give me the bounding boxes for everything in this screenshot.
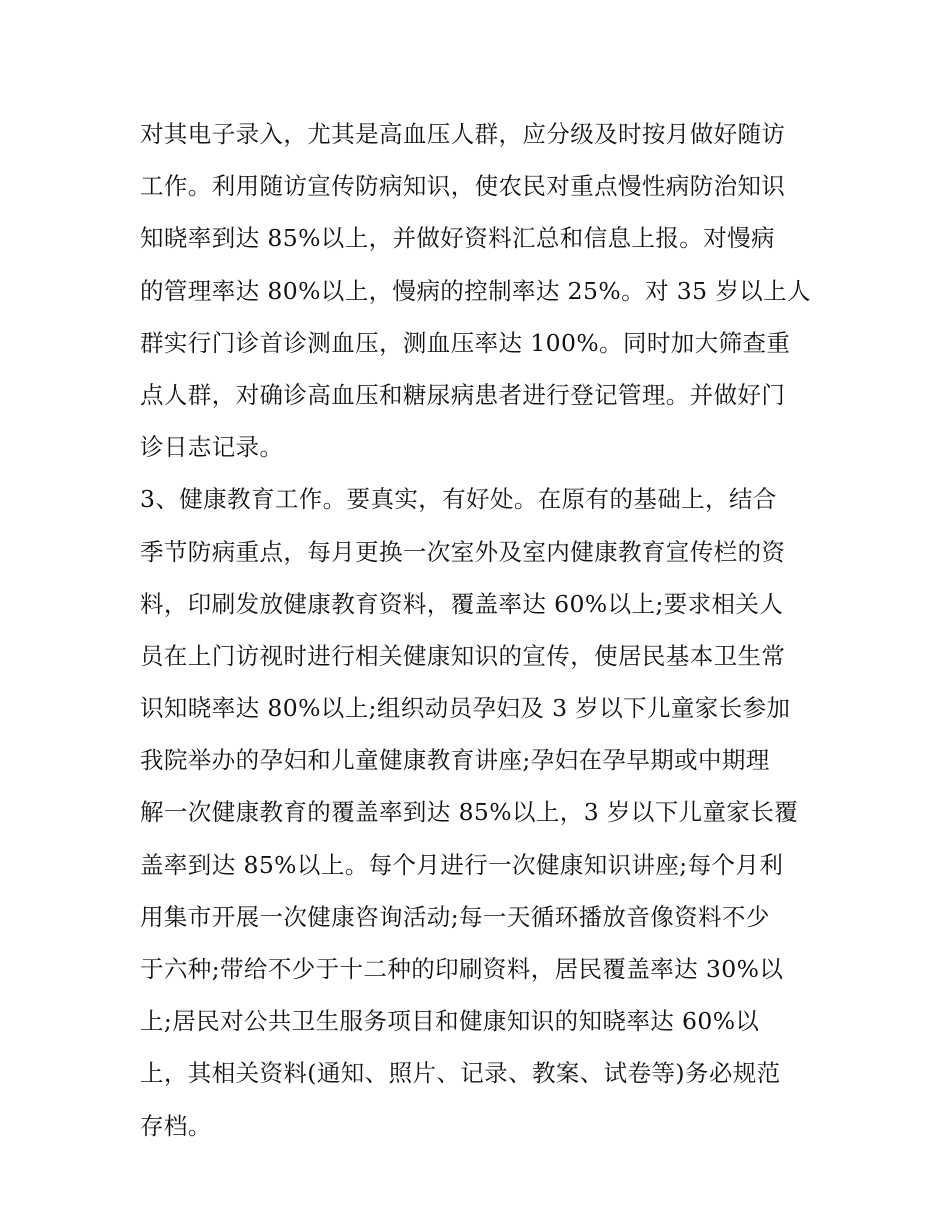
text-line: 员在上门访视时进行相关健康知识的宣传，使居民基本卫生常 [140, 641, 786, 670]
text-line: 点人群，对确诊高血压和糖尿病患者进行登记管理。并做好门 [140, 380, 786, 409]
text-line: 盖率到达 85%以上。每个月进行一次健康知识讲座;每个月利 [140, 850, 784, 879]
text-line: 工作。利用随访宣传防病知识，使农民对重点慢性病防治知识 [140, 172, 786, 201]
text-line: 知晓率到达 85%以上，并做好资料汇总和信息上报。对慢病 [140, 224, 775, 253]
text-line: 群实行门诊首诊测血压，测血压率达 100%。同时加大筛查重 [140, 328, 791, 357]
text-line: 识知晓率达 80%以上;组织动员孕妇及 3 岁以下儿童家长参加 [140, 694, 791, 723]
text-line: 我院举办的孕妇和儿童健康教育讲座;孕妇在孕早期或中期理 [140, 746, 770, 775]
text-line: 于六种;带给不少于十二种的印刷资料，居民覆盖率达 30%以 [140, 955, 784, 983]
text-line: 上;居民对公共卫生服务项目和健康知识的知晓率达 60%以 [140, 1007, 760, 1036]
text-line: 季节防病重点，每月更换一次室外及室内健康教育宣传栏的资 [140, 537, 786, 566]
text-line: 解一次健康教育的覆盖率到达 85%以上，3 岁以下儿童家长覆 [140, 798, 799, 827]
section-heading-line: 3、健康教育工作。要真实，有好处。在原有的基础上，结合 [140, 485, 777, 514]
text-line: 对其电子录入，尤其是高血压人群，应分级及时按月做好随访 [140, 120, 786, 148]
text-line: 上，其相关资料(通知、照片、记录、教案、试卷等)务必规范 [140, 1059, 781, 1088]
text-line: 诊日志记录。 [140, 433, 284, 462]
body-text [140, 108, 820, 1152]
text-line: 料，印刷发放健康教育资料，覆盖率达 60%以上;要求相关人 [140, 589, 784, 618]
text-line: 用集市开展一次健康咨询活动;每一天循环播放音像资料不少 [140, 902, 770, 931]
text-line: 存档。 [140, 1111, 212, 1140]
text-line: 的管理率达 80%以上，慢病的控制率达 25%。对 35 岁以上人 [140, 276, 811, 305]
